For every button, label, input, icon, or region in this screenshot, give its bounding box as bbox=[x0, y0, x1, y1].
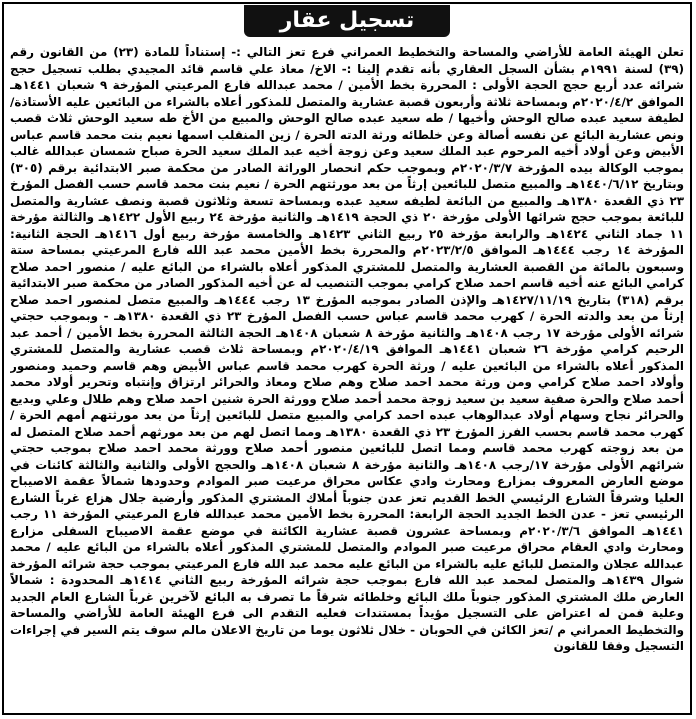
title-bar bbox=[4, 4, 690, 38]
notice-body: تعلن الهيئة العامة للأراضي والمساحة والتخطيط العمراني فرع تعز التالي :- إستناداً للمادة (٢٣) من القانون رقم (٣٩) لسنة ١٩٩١م بشأن السجل العقاري بأنه تقدم إلينا :- الاخ/ معاذ علي قاسم قائد المجيدي بطلب تسجيل حجج شرائه عدد أربع حجج الحجة الأولى : المحررة بخط الأمين / محمد عبدالله فارع المرعيتي المؤرخة ٩ شعبان ١٤٤١هـ الموافق ٢٠٢٠/٤/٢م وبمساحة ثلاثة وأربعون قصبة عشارية والمتصل للمذكور أعلاه بالشراء من البائعين عليه الأستاذة/ لطيفة سعيد عبده صالح الوحش وأخيها / طه سعيد عبده صالح الوحش والمبيع من الأخ طه سعيد الوحش ثلاث قصب ونص عشارية البائع عن نفسه أصالة وعن خلطائه ورثة الدته الحرة / زين المنقلب اسمها نعيم بنت محمد قاسم عباس الأبيض وعن أولاد أخيه المرحوم عبد الملك سعيد وعن زوجة أخيه عبد الملك سعيد الحرة صباح شمسان عبدالله غالب بموجب الوكالة بيده المؤرخة ٢٠٢٠/٣/٧م وبموجب حكم انحصار الوراثة الصادر من محكمة صبر الابتدائية برقم (٣٠٥) وبتاريخ ١٤٤٠/٦/١٢هـ والمبيع متصل للبائعين إرثاً من بعد مورثتهم الحرة / نعيم بنت محمد قاسم حسب الفصل المؤرخ ٢٣ ذي القعدة ١٣٨٠هـ والمبيع من البائعة لطيفه سعيد عبده وبمساحة تسعة وثلاثون قصبة ونصف عشارية والمتصل للبائعة بموجب حجج شرائها الأولى مؤرخة ٢٠ ذي الحجة ١٤١٩هـ والثانية مؤرخة ٢٤ ربيع الأول ١٤٢٢هـ والثالثة مؤرخة ١١ جماد الثاني ١٤٢٤هـ والرابعة مؤرخة ٢٥ ربيع الثاني ١٤٢٣هـ والخامسة مؤرخة ربيع أول ١٤١٦هـ الحجة الثانية: المؤرخة ١٤ رجب ١٤٤٤هـ الموافق ٢٠٢٣/٢/٥م والمحررة بخط الأمين محمد عبد الله فارع المرعيتي بمساحة ستة وسبعون بالمائة من القصبة العشارية والمتصل للمشتري المذكور أعلاه بالشراء من البائع عليه / منصور احمد صلاح كرامي البائع عنه أخيه قاسم احمد صلاح كرامي بموجب التنصيب له عن أخيه المذكور الصادر من محكمة صبر الابتدائية برقم (٣١٨) بتاريخ ١٤٢٧/١١/١٩هـ والإذن الصادر بموجبه المؤرخ ١٣ رجب ١٤٤٤هـ والمبيع متصل لمنصور احمد صلاح إرثاً من بعد والدته الحرة / كهرب محمد قاسم عباس حسب الفصل المؤرخ ٢٣ ذي القعدة ١٣٨٠هـ - وبموجب حجتي شرائه الأولى مؤرخة ١٧ رجب ١٤٠٨هـ والثانية مؤرخة ٨ شعبان ١٤٠٨هـ الحجة الثالثة المحررة بخط الأمين / أحمد عبد الرحيم كرامي مؤرخة ٢٦ شعبان ١٤٤١هـ الموافق ٢٠٢٠/٤/١٩م وبمساحة ثلاث قصب عشارية والمتصل للمشتري المذكور أعلاه بالشراء من البائعين عليه / ورثة الحرة كهرب محمد قاسم عباس الأبيض وهم قاسم وحميد ومنصور وأولاد احمد صلاح كرامي ومن ورثة محمد احمد صلاح وهم صلاح ومعاذ والحرائر ارتزاق وإنتباه وتحرير أولاد محمد أحمد صلاح والحرة صفية سعيد بن سعيد زوجة محمد أحمد صلاح وورثة الحرة شنين احمد صلاح وهم طلال وعلي وبديع والحرائر نجاح وسهام أولاد عبدالوهاب عبده احمد كرامي والمبيع متصل للبائعين إرثاً من بعد مورثتهم أمهم الحرة / كهرب محمد قاسم بحسب الفرز المؤرخ ٢٣ ذي القعدة ١٣٨٠هـ ومما اتصل لهم من بعد مورثهم أحمد صلاح المتصل له من بعد زوجته كهرب محمد قاسم ومما اتصل للبائعين منصور أحمد صلاح وورثة محمد احمد صلاح بموجب حجتي شرائهم الأولى مؤرخة ١٧/رجب ١٤٠٨هـ والثانية مؤرخة ٨ شعبان ١٤٠٨هـ والحجج الأولى والثانية والثالثة كائنات في موضع العارض المعروف بمزارع ومحارث وادي عكاس محراق مرعيت صبر الموادم وحدودها شمالاً عقمة الاصيباح العليا وشرقاً الشارع الرئيسي الخط القديم تعز عدن جنوباً أملاك المشتري المذكور وأرضية جلال هزاع غرباً الشارع الرئيسي تعز - عدن الخط الجديد الحجة الرابعة: المحررة بخط الأمين محمد عبدالله فارع المرعيتي المؤرخة ١١ رجب ١٤٤١هـ الموافق ٢٠٢٠/٣/٦م وبمساحة عشرون قصبة عشارية الكائنة في موضع عقمة الاصيباح السفلى مزارع ومحارث وادي العقام محراق مرعيت صبر الموادم والمتصل للمشتري المذكور أعلاه بالشراء من البائع عليه / محمد عبدالله عجلان والمتصل للبائع عليه بالشراء من البائع عليه محمد عبد الله فارع المرعيتي بموجب حجة شرائه المؤرخة شوال ١٤٣٩هـ والمتصل لمحمد عبد الله فارع بموجب حجة شرائه المؤرخة ربيع الثاني ١٤١٤هـ المحدودة : شمالاً العارض ملك المشتري المذكور جنوباً ملك البائع وخلطائه شرقاً ما تصرف به البائع لآخرين غرباً الشارع العام الجديد وعلية فمن له اعتراض على التسجيل مؤيداً بمستندات فعليه التقدم الى فرع الهيئة العامة للأراضي والمساحة والتخطيط العمراني م /تعز الكائن في الحوبان - خلال ثلاثون يوما من تاريخ الاعلان مالم سوف يتم السير في إجراءات التسجيل وفقا للقانون bbox=[10, 45, 684, 653]
legal-notice-box bbox=[2, 2, 692, 715]
notice-title: تسجيل عقار bbox=[244, 5, 451, 37]
